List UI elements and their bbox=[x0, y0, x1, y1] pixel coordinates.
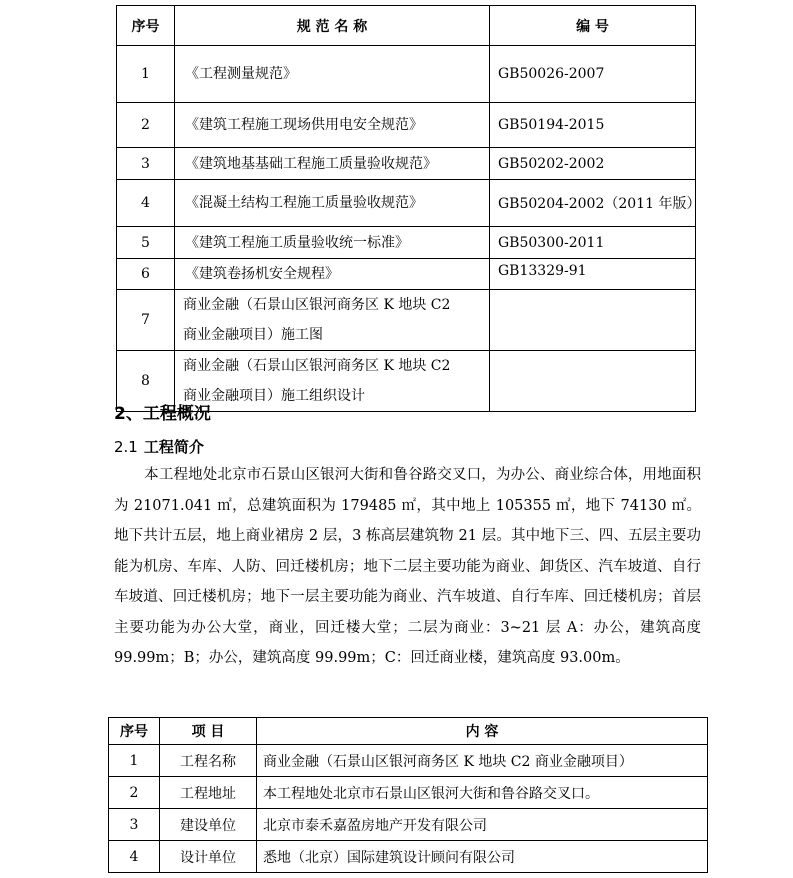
row-code: GB50026-2007 bbox=[490, 46, 696, 103]
section-title: 工程概况 bbox=[142, 404, 211, 424]
table-row bbox=[117, 180, 696, 227]
header-no: 序号 bbox=[117, 6, 175, 46]
row-no: 2 bbox=[109, 777, 160, 809]
row-no: 8 bbox=[117, 351, 175, 412]
table-header-row bbox=[109, 718, 708, 745]
row-name: 《混凝土结构工程施工质量验收规范》 bbox=[175, 180, 490, 227]
intro-paragraph bbox=[114, 460, 701, 674]
row-no: 3 bbox=[117, 148, 175, 180]
row-name bbox=[175, 290, 490, 351]
row-item: 工程地址 bbox=[160, 777, 257, 809]
table-row bbox=[117, 290, 696, 351]
table-row bbox=[117, 46, 696, 103]
row-no: 4 bbox=[109, 841, 160, 873]
row-name-line: 商业金融项目）施工组织设计 bbox=[183, 388, 365, 404]
row-no: 4 bbox=[117, 180, 175, 227]
row-name: 《工程测量规范》 bbox=[175, 46, 490, 103]
header-code: 编 号 bbox=[490, 6, 696, 46]
table-header-row bbox=[117, 6, 696, 46]
row-code: GB13329-91 bbox=[490, 259, 696, 290]
row-name-line: 商业金融（石景山区银河商务区 K 地块 C2 bbox=[183, 358, 451, 374]
row-no: 6 bbox=[117, 259, 175, 290]
row-code: GB50300-2011 bbox=[490, 227, 696, 259]
row-content: 悉地（北京）国际建筑设计顾问有限公司 bbox=[257, 841, 708, 873]
header-content: 内 容 bbox=[257, 718, 708, 745]
row-name: 《建筑地基基础工程施工质量验收规范》 bbox=[175, 148, 490, 180]
row-name bbox=[175, 351, 490, 412]
row-code bbox=[490, 351, 696, 412]
table-row bbox=[117, 148, 696, 180]
table-row bbox=[109, 841, 708, 873]
row-item: 工程名称 bbox=[160, 745, 257, 777]
row-code bbox=[490, 290, 696, 351]
table-row bbox=[109, 809, 708, 841]
row-item: 建设单位 bbox=[160, 809, 257, 841]
table-row bbox=[109, 777, 708, 809]
row-no: 7 bbox=[117, 290, 175, 351]
row-code: GB50202-2002 bbox=[490, 148, 696, 180]
row-content: 本工程地处北京市石景山区银河大街和鲁谷路交叉口。 bbox=[257, 777, 708, 809]
row-content: 北京市泰禾嘉盈房地产开发有限公司 bbox=[257, 809, 708, 841]
row-name: 《建筑卷扬机安全规程》 bbox=[175, 259, 490, 290]
subsection-number: 2.1 bbox=[114, 438, 138, 456]
subsection-title: 工程简介 bbox=[143, 438, 204, 456]
intro-paragraph-text: 本工程地处北京市石景山区银河大街和鲁谷路交叉口，为办公、商业综合体，用地面积为 21071.041 ㎡，总建筑面积为 179485 ㎡，其中地上 105355 ㎡，地下 74130 ㎡。地下共计五层，地上商业裙房 2 层，3 栋高层建筑物 21 层。其中地下三、四、五层主要功能为机房、车库、人防、回迁楼机房；地下二层主要功能为商业、卸货区、汽车坡道、自行车坡道、回迁楼机房；地下一层主要功能为商业、汽车坡道、自行车库、回迁楼机房；首层主要功能为办公大堂，商业，回迁楼大堂；二层为商业：3~21 层 A：办公，建筑高度 99.99m；B；办公，建筑高度 99.99m；C：回迁商业楼，建筑高度 93.00m。 bbox=[114, 467, 701, 666]
table-row bbox=[109, 745, 708, 777]
standards-table bbox=[116, 5, 701, 412]
row-no: 3 bbox=[109, 809, 160, 841]
table-row bbox=[117, 227, 696, 259]
section-number: 2、 bbox=[114, 404, 143, 424]
row-no: 1 bbox=[109, 745, 160, 777]
row-item: 设计单位 bbox=[160, 841, 257, 873]
row-no: 5 bbox=[117, 227, 175, 259]
row-name: 《建筑工程施工现场供用电安全规范》 bbox=[175, 103, 490, 148]
row-name: 《建筑工程施工质量验收统一标准》 bbox=[175, 227, 490, 259]
section-heading bbox=[114, 399, 211, 424]
row-code: GB50204-2002（2011 年版） bbox=[490, 180, 696, 227]
subsection-heading bbox=[114, 436, 204, 457]
project-info-table bbox=[108, 717, 708, 873]
table-row bbox=[117, 259, 696, 290]
header-item: 项 目 bbox=[160, 718, 257, 745]
row-no: 2 bbox=[117, 103, 175, 148]
row-name-line: 商业金融项目）施工图 bbox=[183, 327, 323, 343]
row-no: 1 bbox=[117, 46, 175, 103]
header-name: 规 范 名 称 bbox=[175, 6, 490, 46]
header-no: 序号 bbox=[109, 718, 160, 745]
row-name-line: 商业金融（石景山区银河商务区 K 地块 C2 bbox=[183, 297, 451, 313]
row-content: 商业金融（石景山区银河商务区 K 地块 C2 商业金融项目） bbox=[257, 745, 708, 777]
table-row bbox=[117, 103, 696, 148]
row-code: GB50194-2015 bbox=[490, 103, 696, 148]
